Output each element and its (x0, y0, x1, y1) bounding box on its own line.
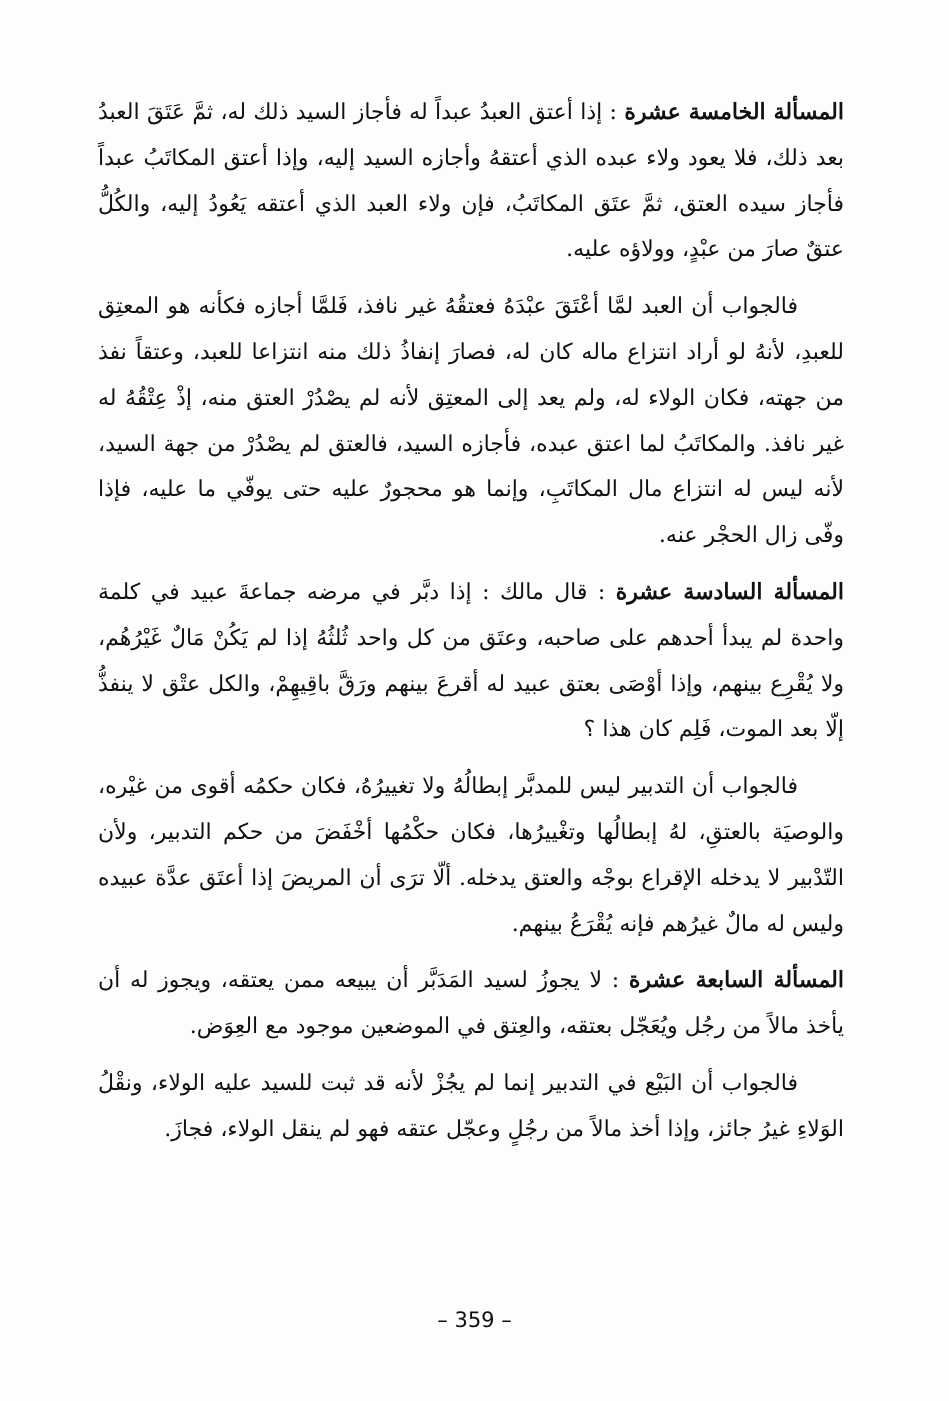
paragraph-text: : قال مالك : إذا دبَّر في مرضه جماعةَ عبيد في كلمة واحدة لم يبدأ أحدهم على صاحبه، وعتَق من كل واحد ثُلثُهُ إذا لم يَكُنْ مَالٌ غَيْرُهُم، ولا يُقْرِع بينهم، وإذا أوْصَى بعتق عبيد له أقرعَ بينهم ورَقَّ باقِيهِمْ، والكل عتْق لا ينفذُّ إلّا بعد الموت، فَلِم كان هذا ؟ (98, 579, 844, 743)
question-heading: المسألة السابعة عشرة (628, 967, 844, 994)
paragraph-text: : إذا أعتق العبدُ عبداً له فأجاز السيد ذلك له، ثمَّ عَتَقَ العبدُ بعد ذلك، فلا يعود ولاء عبده الذي أعتقهُ وأجازه السيد إليه، وإذا أعتق المكاتَبُ عبداً فأجاز سيده العتق، ثمَّ عتَق المكاتَبُ، فإن ولاء العبد الذي أعتقه يَعُودُ إليه، والكُلُّ عتقٌ صارَ من عبْدٍ، وولاؤه عليه. (98, 100, 844, 263)
paragraph-text: فالجواب أن البَيْع في التدبير إنما لم يجُزْ لأنه قد ثبت للسيد عليه الولاء، ونقْلُ الوَلاءِ غيرُ جائز، وإذا أخذ مالاً من رجُلٍ وعجّل عتقه فهو لم ينقل الولاء، فجازَ. (98, 1070, 844, 1142)
paragraph-answer-16 (98, 764, 844, 947)
paragraph-text: فالجواب أن العبد لمَّا أعْتَقَ عبْدَهُ فعتقُهُ غير نافذ، فَلمَّا أجازه فكأنه هو المعتِق للعبدِ، لأنهُ لو أراد انتزاع ماله كان له، فصارَ إنفاذُ ذلك منه انتزاعا للعبد، وعتقاً نفذ من جهته، فكان الولاء له، ولم يعد إلى المعتِق لأنه لم يصْدُرْ العتق منه، إذْ عِتْقُهُ له غير نافذ. والمكاتَبُ لما اعتق عبده، فأجازه السيد، فالعتق لم يصْدُرْ من جهة السيد، لأنه ليس له انتزاع مال المكاتَبِ، وإنما هو محجورٌ عليه حتى يوفّي ما عليه، فإذا وفّى زال الحجْر عنه. (98, 294, 844, 549)
paragraph-answer-17 (98, 1061, 844, 1153)
page-number: – 359 – (437, 1308, 512, 1332)
paragraph-question-15 (98, 90, 844, 273)
question-heading: المسألة الخامسة عشرة (624, 99, 844, 125)
paragraph-question-17 (98, 958, 844, 1050)
paragraph-text: فالجواب أن التدبير ليس للمدبَّر إبطالُهُ ولا تغييرُهُ، فكان حكمُه أقوى من غيْره، والوصيَة بالعتقِ، لهُ إبطالُها وتغْييرُها، فكان حكْمُها أخْفَضَ من حكم التدبير، ولأن التّدْبير لا يدخله الإقراع بوجْه والعتق يدخله. ألّا ترَى أن المريضَ إذا أعتَق عدَّة عبيده وليس له مالٌ غيرُهم فإنه يُقْرَعُ بينهم. (98, 774, 844, 937)
question-heading: المسألة السادسة عشرة (615, 578, 844, 605)
paragraph-answer-15 (98, 284, 844, 559)
paragraph-text: : لا يجوزُ لسيد المَدَبَّر أن يبيعه ممن يعتقه، ويجوز له أن يأخذ مالاً من رجُل ويُعَجّل بعتقه، والعِتق في الموضعين موجود مع العِوَض. (98, 968, 844, 1040)
page-body (98, 90, 844, 1164)
paragraph-question-16 (98, 570, 844, 753)
